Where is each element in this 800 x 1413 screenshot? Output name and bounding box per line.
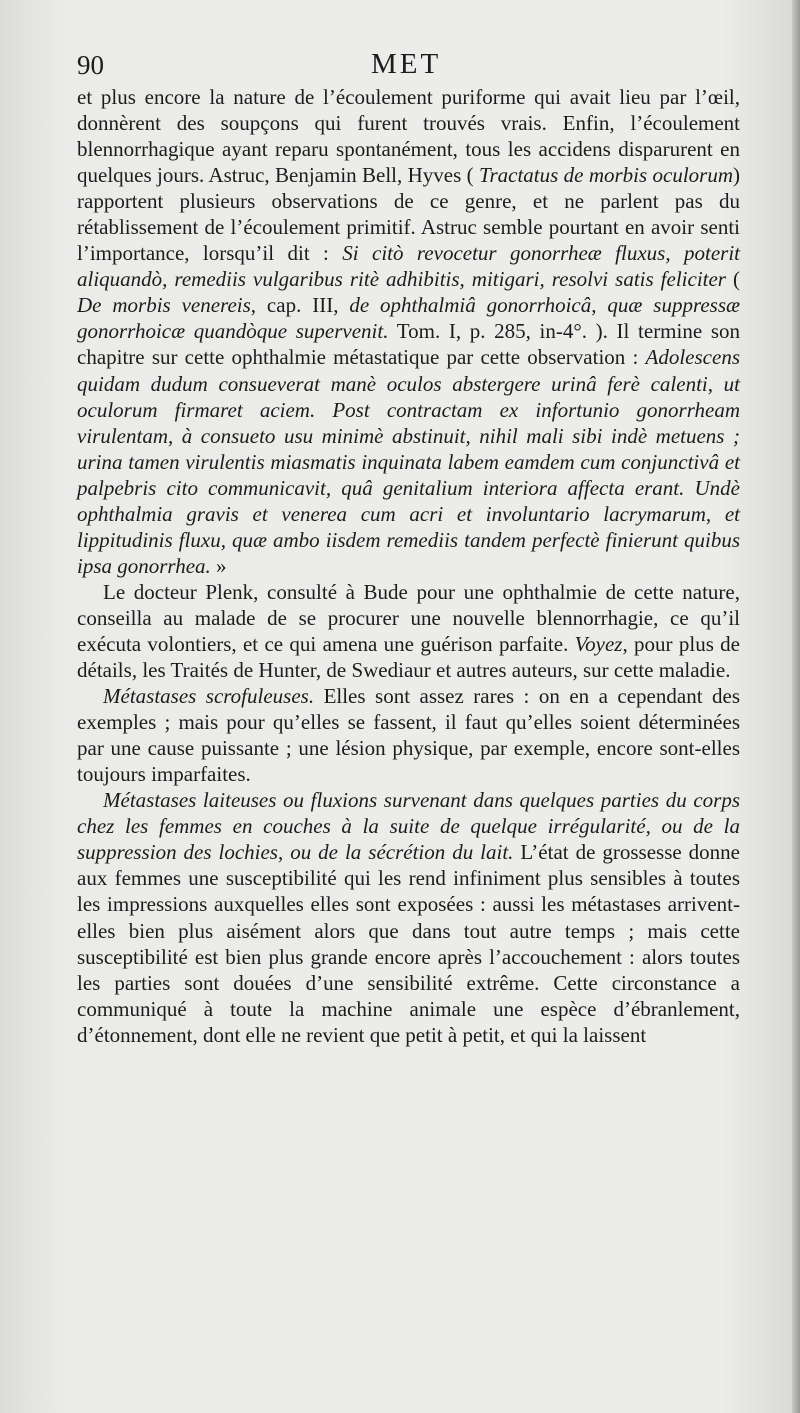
italic-text: Métastases scrofuleuses. (103, 684, 315, 709)
italic-text: Tractatus de morbis oculorum (478, 163, 734, 188)
page-header (77, 48, 740, 82)
text-run: Tom. I, p. 285, in-4°. ). Il termine son chapitre sur cette ophthalmie métastatique par cette observation : (77, 319, 740, 370)
text-run: ) rapportent plusieurs observations de ce genre, et ne parlent pas du rétablissement de l’écoulement primitif. Astruc semble pourtant en avoir senti l’importance, lorsqu’il dit : (77, 163, 741, 266)
text-run: et plus encore la nature de l’écoulement puriforme qui avait lieu par l’œil, donnèrent des soupçons qui furent trouvés vrais. Enfin, l’écoulement blennorrhagique ayant reparu spontanément, tous les accidens disparurent en quelques jours. Astruc, Benjamin Bell, Hyves ( (77, 85, 740, 188)
paragraph (77, 84, 740, 579)
text-run: ( (725, 267, 740, 292)
text-run: Elles sont assez rares : on en a cependant des exemples ; mais pour qu’elles se fassent, il faut qu’elles soient déterminées par une cause puissante ; une lésion physique, par exemple, encore sont-elles toujours imparfaites. (77, 684, 740, 787)
paragraph (77, 579, 740, 683)
italic-text: De morbis venereis (77, 293, 251, 318)
page-number: 90 (77, 50, 104, 80)
paragraph (77, 787, 740, 1047)
italic-text: de ophthalmiâ gonorrhoicâ, quæ suppressæ gonorrhoicæ quandòque supervenit. (77, 293, 741, 344)
text-run: L’état de grossesse donne aux femmes une susceptibilité qui les rend infiniment plus sensibles à toutes les impressions auxquelles elles sont exposées : aussi les métastases arrivent-elles bien plus aisément alors que dans tout autre temps ; mais cette susceptibilité est bien plus grande encore après l’accouchement : alors toutes les parties sont douées d’une sensibilité extrême. Cette circonstance a communiqué à toute la machine animale une espèce d’ébranlement, d’étonnement, dont elle ne revient que petit à petit, et qui la laissent (77, 840, 740, 1047)
text-run: , cap. III, (250, 293, 350, 318)
italic-text: Métastases laiteuses ou fluxions survenant dans quelques parties du corps chez les femmes en couches à la suite de quelque irrégularité, ou de la suppression des lochies, ou de la sécrétion du lait. (77, 788, 740, 865)
text-run: » (210, 553, 227, 578)
text-run: Le docteur Plenk, consulté à Bude pour une ophthalmie de cette nature, conseilla au malade de se procurer une nouvelle blennorrhagie, ce qu’il exécuta volontiers, et ce qui amena une guérison parfaite. (77, 579, 740, 656)
text-run: , pour plus de détails, les Traités de Hunter, de Swediaur et autres auteurs, sur cette maladie. (77, 631, 741, 683)
italic-text: Voyez (574, 631, 623, 656)
italic-text: Adolescens quidam dudum consueverat manè oculos abstergere urinâ ferè calenti, ut oculorum firmaret aciem. Post contractam ex infortunio gonorrheam virulentam, à consueto usu minimè abstinuit, nihil mali sibi indè metuens ; urina tamen virulentis miasmatis inquinata labem eamdem cum conjunctivâ et palpebris cito communicavit, quâ genitalium interiora affecta erant. Undè ophthalmia gravis et venerea cum acri et involuntario lacrymarum, et lippitudinis fluxu, quæ ambo iisdem remediis tandem perfectè finierunt quibus ipsa gonorrhea. (77, 345, 740, 578)
running-head: MET (371, 48, 442, 80)
paragraph (77, 683, 740, 787)
page-edge-shadow (792, 0, 800, 1413)
page-body (77, 84, 740, 1048)
italic-text: Si citò revocetur gonorrheæ fluxus, poterit aliquandò, remediis vulgaribus ritè adhibitis, mitigari, resolvi satis feliciter (77, 241, 740, 292)
